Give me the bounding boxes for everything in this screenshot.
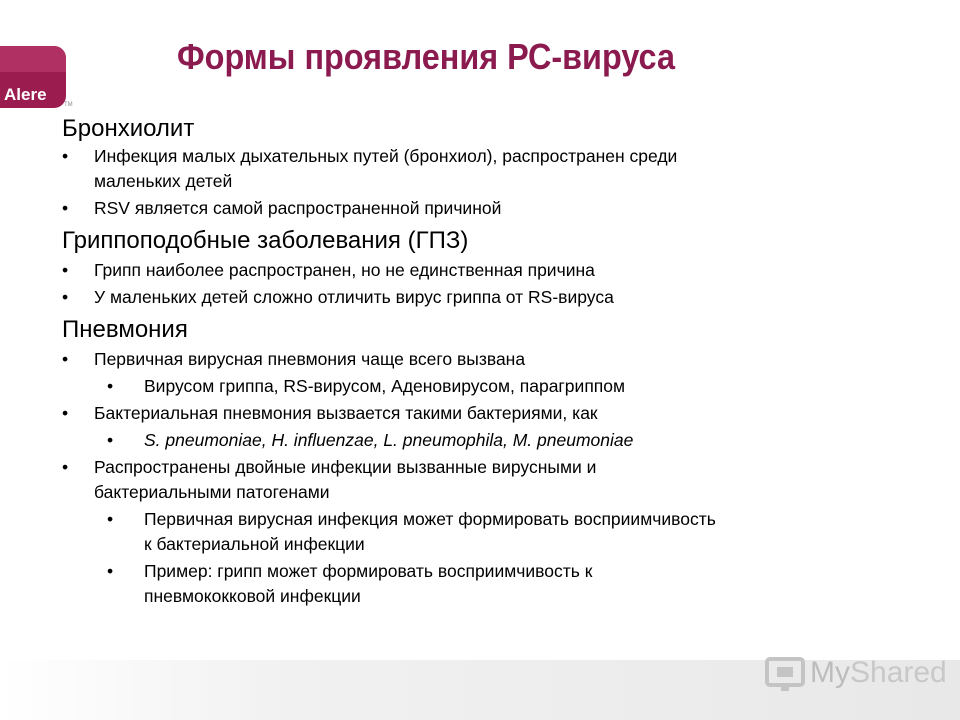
bullet-text: Грипп наиболее распространен, но не единственная причина: [94, 260, 595, 280]
bullet-item: [62, 258, 942, 283]
bullet-text: бактериальными патогенами: [94, 482, 330, 502]
bullet-item: [62, 285, 942, 310]
trademark-mark: TM: [64, 102, 73, 108]
alere-logo: [0, 46, 66, 108]
section-heading-pneumonia: Пневмония: [62, 316, 188, 343]
sub-bullet-item: [62, 507, 942, 557]
watermark-my: My: [810, 656, 850, 689]
bullet-text: маленьких детей: [94, 171, 233, 191]
bullet-text: Распространены двойные инфекции вызванные вирусными и: [94, 457, 597, 477]
bullet-item: [62, 347, 942, 372]
sub-bullet-item: [62, 374, 942, 399]
bullet-item: [62, 455, 942, 505]
watermark-shared: Shared: [850, 656, 947, 689]
sub-bullet-item: [62, 428, 942, 453]
bullet-item: [62, 401, 942, 426]
bullet-item: [62, 196, 942, 221]
bullet-item: [62, 144, 942, 194]
bullet-text: Пример: грипп может формировать восприимчивость к: [144, 561, 593, 581]
sub-bullet-item: [62, 559, 942, 609]
bullet-text: пневмококковой инфекции: [144, 586, 361, 606]
alere-logo-graphic: [0, 46, 66, 108]
bullet-text: Первичная вирусная пневмония чаще всего вызвана: [94, 349, 526, 369]
bullet-text: Бактериальная пневмония вызвается такими бактериями, как: [94, 403, 598, 423]
bullet-text-species: S. pneumoniae, H. influenzae, L. pneumophila, M. pneumoniae: [144, 430, 634, 450]
myshared-watermark[interactable]: [810, 656, 947, 690]
slide-content: [62, 114, 942, 609]
bullet-text: У маленьких детей сложно отличить вирус гриппа от RS-вируса: [94, 287, 614, 307]
section-heading-bronchiolitis: Бронхиолит: [62, 115, 195, 142]
bullet-text: к бактериальной инфекции: [144, 534, 365, 554]
bullet-text: Первичная вирусная инфекция может формировать восприимчивость: [144, 509, 716, 529]
bullet-text: Инфекция малых дыхательных путей (бронхиол), распространен среди: [94, 146, 678, 166]
alere-logo-text: Alere: [4, 85, 47, 104]
slide-title: Формы проявления РС-вируса: [177, 36, 675, 77]
myshared-logo-icon: [765, 656, 807, 699]
bullet-text: RSV является самой распространенной причиной: [94, 198, 502, 218]
section-heading-ili: Гриппоподобные заболевания (ГПЗ): [62, 227, 469, 254]
bullet-text: Вирусом гриппа, RS-вирусом, Аденовирусом, парагриппом: [144, 376, 626, 396]
